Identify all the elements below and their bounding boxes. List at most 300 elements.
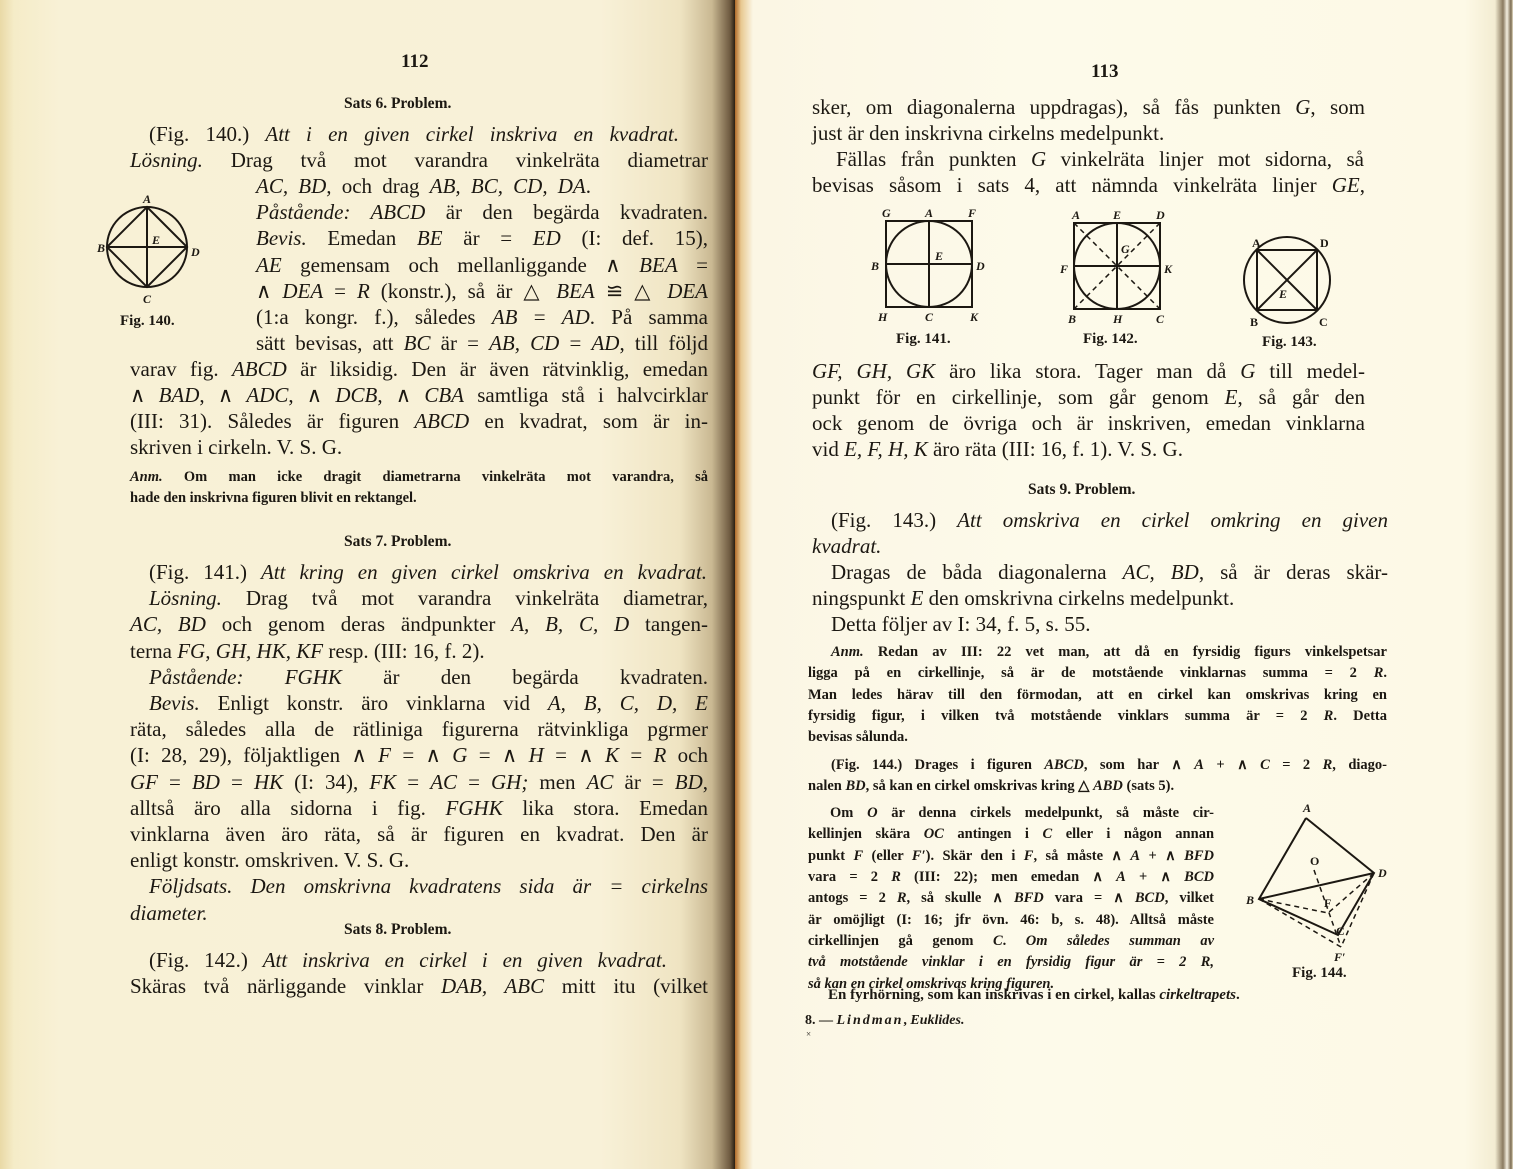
sats6-heading: Sats 6. Problem.: [344, 95, 452, 112]
closing-line: [828, 988, 1240, 1003]
text-segment: sätt bevisas, att: [256, 330, 404, 355]
text-segment: BFD: [1013, 890, 1044, 907]
text-segment: E: [910, 586, 924, 610]
footer-dash: —: [815, 1013, 837, 1028]
fig144-label: D: [1378, 866, 1387, 880]
text-segment: , så skulle ∧: [906, 890, 1014, 907]
text-segment: GF: [130, 769, 158, 794]
text-segment: (Fig. 141.): [149, 560, 261, 584]
sats7-line: [130, 795, 708, 820]
text-segment: BCD: [1184, 869, 1214, 885]
text-segment: G: [452, 743, 468, 768]
text-segment: FGHK: [445, 795, 503, 820]
text-segment: AB, BC, CD, DA: [429, 174, 586, 199]
sats7-line: [149, 562, 707, 583]
text-segment: (Fig. 142.): [149, 948, 263, 972]
text-segment: , ∧: [377, 383, 425, 407]
text-segment: Emedan: [306, 226, 417, 251]
text-segment: ABCD: [414, 409, 470, 434]
text-segment: .: [585, 174, 592, 199]
text-segment: . Detta: [1333, 707, 1387, 724]
text-segment: är den begärda kvadraten.: [425, 200, 708, 225]
text-segment: nalen: [808, 777, 846, 794]
sats8-line: [149, 950, 667, 971]
sats9-note-line: [808, 709, 1387, 724]
text-segment: och: [666, 743, 708, 768]
right-after-line: [812, 387, 1365, 408]
text-segment: men: [528, 769, 587, 794]
text-segment: ligga på en cirkellinje, så är de motstående vinklarnas summa = 2: [808, 665, 1374, 682]
fig142-label: D: [1156, 208, 1165, 222]
fig140-label-e: E: [152, 233, 161, 247]
text-segment: lika stora. Emedan: [502, 795, 708, 820]
fig144-label: O: [1310, 854, 1320, 868]
text-segment: , så kan en cirkel omskrivas kring △: [865, 777, 1094, 794]
sats9-note-line: [808, 891, 1214, 906]
fig-144: [1230, 795, 1390, 965]
sats9-line: [831, 614, 1091, 635]
text-segment: diameter.: [130, 900, 208, 925]
text-segment: AC: [430, 769, 458, 794]
sats7-line: [130, 900, 208, 925]
fig141-label: K: [970, 310, 979, 324]
text-segment: Skäras två närliggande vinklar: [130, 974, 442, 998]
text-segment: Om således summan av: [1025, 932, 1215, 949]
text-segment: DCB: [335, 383, 378, 407]
text-segment: (III: 31). Således är figuren: [130, 409, 415, 434]
text-segment: G: [1240, 359, 1256, 383]
text-segment: Drag två mot varandra vinkelräta diametrar,: [221, 586, 708, 611]
text-segment: =: [517, 304, 562, 329]
footer-signature-line: [805, 1014, 964, 1028]
sats9-line: [831, 510, 1388, 531]
text-segment: eller i någon annan: [1052, 826, 1215, 843]
fig144-label: C: [1336, 924, 1345, 938]
text-segment: Lösning.: [130, 148, 203, 173]
text-segment: F: [378, 743, 391, 768]
text-segment: BD: [845, 777, 866, 794]
text-segment: R: [891, 869, 901, 885]
text-segment: fyrsidig figur, i vilken två motstående vinklars summa är = 2: [808, 707, 1324, 724]
text-segment: enligt konstr. omskriven. V. S. G.: [130, 848, 410, 873]
text-segment: + ∧: [1125, 869, 1185, 885]
text-segment: =: [396, 769, 431, 794]
text-segment: A, B, C, D: [511, 612, 630, 637]
text-segment: R: [1373, 665, 1384, 682]
text-segment: Om: [830, 805, 868, 822]
text-segment: F: [853, 847, 864, 864]
right-after-line: [812, 413, 1365, 434]
sats7-line: [130, 614, 708, 635]
text-segment: Bevis.: [149, 691, 200, 715]
text-segment: resp. (III: 16, f. 2).: [323, 638, 485, 663]
text-segment: äro lika stora. Tager man då: [935, 359, 1241, 383]
sats7-line: [149, 693, 708, 714]
text-segment: , som har ∧: [1083, 756, 1195, 773]
signature-number: 8.: [805, 1013, 816, 1028]
sats6-note-line: [130, 470, 708, 485]
text-segment: =: [559, 330, 592, 355]
footer-title: Euklides.: [910, 1013, 965, 1028]
text-segment: Anm.: [831, 644, 864, 660]
text-segment: mitt itu (vilket: [544, 974, 709, 998]
fig142-label: E: [1113, 208, 1122, 222]
sats6-line: [130, 385, 708, 406]
text-segment: GE: [1331, 173, 1360, 197]
text-segment: (I: def. 15),: [560, 226, 708, 251]
text-segment: BCD: [1134, 890, 1165, 907]
text-segment: ADC: [246, 383, 289, 407]
text-segment: (Fig. 144.) Drages i figuren: [831, 756, 1045, 773]
text-segment: BEA: [639, 252, 678, 277]
text-segment: FG, GH, HK, KF: [177, 638, 324, 663]
fig141-label: A: [925, 206, 934, 220]
sats9-line: [831, 562, 1388, 583]
text-segment: BAD: [158, 383, 200, 407]
text-segment: .: [1383, 665, 1387, 682]
text-segment: samtliga stå i halvcirklar: [464, 383, 708, 407]
sats9-note-line: [808, 913, 1214, 928]
right-after-line: [812, 361, 1365, 382]
sats6-line: [149, 124, 679, 145]
fig141-label: E: [935, 249, 944, 263]
text-segment: CBA: [424, 383, 465, 407]
text-segment: = ∧: [543, 743, 605, 768]
fig143-label: C: [1319, 315, 1328, 329]
sats7-heading: Sats 7. Problem.: [344, 533, 452, 550]
signature-mark: ×: [806, 1029, 812, 1039]
text-segment: O: [867, 805, 878, 822]
sats6-line: [256, 202, 708, 223]
text-segment: (III: 22); men emedan ∧: [900, 869, 1117, 885]
text-segment: en kvadrat, som är in-: [469, 409, 708, 434]
sats9-line: [812, 536, 881, 557]
text-segment: BD: [191, 769, 220, 794]
fig142-label: F: [1060, 262, 1069, 276]
text-segment: ningspunkt: [812, 586, 911, 610]
fig144-label: B: [1246, 893, 1255, 907]
text-segment: cirkellinjen gå genom: [808, 932, 993, 949]
text-segment: AE: [256, 252, 282, 277]
sats9-note-line: [808, 955, 1214, 970]
text-segment: C: [1042, 826, 1053, 843]
text-segment: + ∧: [1140, 847, 1185, 864]
sats7-line: [149, 588, 708, 609]
text-segment: antingen i: [943, 826, 1043, 843]
text-segment: (konstr.), så är △: [369, 278, 557, 303]
text-segment: BFD: [1184, 847, 1214, 864]
text-segment: = ∧: [390, 743, 453, 768]
text-segment: ABCD: [1044, 756, 1084, 773]
fig143-label: A: [1252, 236, 1261, 250]
fig142-label: H: [1113, 312, 1123, 326]
text-segment: =: [323, 278, 357, 303]
text-segment: så kan en cirkel omskrivas kring figuren.: [808, 975, 1055, 992]
footer-author: Lindman: [836, 1013, 904, 1028]
page-number-left: 112: [401, 51, 429, 72]
text-segment: AB, CD: [489, 330, 560, 355]
text-segment: två motstående vinklar i en fyrsidig figur är = 2 R,: [808, 954, 1214, 971]
text-segment: är den begärda kvadraten.: [341, 664, 708, 689]
text-segment: bevisas sålunda.: [808, 729, 908, 746]
text-segment: ≌ △: [594, 278, 668, 303]
text-segment: Fällas från punkten: [836, 147, 1032, 171]
sats9-note-line: [808, 666, 1387, 681]
text-segment: Om man icke dragit diametrarna vinkelräta mot varandra, så: [162, 469, 708, 485]
text-segment: vinklarna även äro räta, så är figuren en kvadrat. Den är: [130, 822, 708, 846]
text-segment: och drag: [331, 174, 430, 199]
text-segment: (I: 28, 29), följaktligen ∧: [130, 743, 379, 768]
text-segment: A: [1194, 756, 1204, 773]
fig144-label: F: [1324, 896, 1332, 910]
text-segment: vid: [812, 437, 845, 461]
text-segment: =: [677, 252, 709, 277]
sats9-note-line: [808, 934, 1214, 949]
text-segment: .: [1002, 932, 1026, 949]
text-segment: E: [1224, 385, 1238, 409]
text-segment: punkt: [808, 847, 854, 864]
text-segment: (1:a kongr. f.), således: [256, 304, 492, 329]
fig142-label: B: [1068, 312, 1077, 326]
closing-term: cirkeltrapets: [1159, 987, 1236, 1003]
text-segment: H: [528, 743, 544, 768]
text-segment: Man ledes härav till den förmodan, att en cirkel kan omskrivas kring en: [808, 686, 1387, 703]
sats6-line: [256, 330, 709, 355]
text-segment: =: [591, 874, 642, 899]
text-segment: Dragas de båda diagonalerna: [831, 560, 1123, 584]
text-segment: (sats 5).: [1122, 777, 1175, 794]
fig142-label: G: [1121, 242, 1130, 256]
text-segment: är omöjligt (I: 16; jfr övn. 46: b, s. 48). Alltså måste: [808, 911, 1214, 928]
text-segment: kellinjen skära: [808, 826, 924, 843]
text-segment: ∧: [256, 278, 283, 303]
text-segment: FK: [369, 769, 397, 794]
text-segment: DAB, ABC: [441, 974, 545, 998]
sats9-note-line: [808, 688, 1387, 703]
text-segment: (I: 34),: [283, 769, 370, 794]
text-segment: ∧: [130, 383, 159, 407]
fig140-label-c: C: [143, 292, 152, 306]
text-segment: (Fig. 143.): [831, 508, 958, 532]
fig141-label: G: [882, 206, 891, 220]
text-segment: A: [1130, 847, 1141, 864]
text-segment: GF, GH, GK: [812, 359, 936, 383]
fig143-label: E: [1279, 287, 1288, 301]
text-segment: =: [219, 769, 254, 794]
text-segment: R: [1323, 707, 1334, 724]
text-segment: ,: [702, 769, 709, 794]
text-segment: vara = ∧: [1043, 890, 1135, 907]
text-segment: R: [357, 278, 370, 303]
sats7-line: [130, 719, 708, 740]
text-segment: R: [896, 890, 907, 907]
text-segment: ABCD: [231, 356, 287, 381]
text-segment: Att i en given cirkel inskriva en kvadrat.: [265, 122, 679, 146]
fig141-caption: Fig. 141.: [896, 331, 951, 347]
fig142-label: A: [1072, 208, 1081, 222]
right-intro-line: [812, 97, 1365, 118]
text-segment: just är den inskrivna cirkelns medelpunkt.: [812, 121, 1165, 145]
text-segment: är =: [430, 330, 490, 355]
text-segment: cirkelns: [641, 874, 708, 899]
text-segment: och genom deras ändpunkter: [205, 612, 512, 637]
fig141-label: B: [871, 259, 880, 273]
text-segment: kvadrat.: [812, 534, 882, 558]
sats9-note-line: [808, 849, 1214, 864]
text-segment: alltså äro alla sidorna i fig.: [130, 795, 446, 820]
text-segment: Redan av III: 22 vet man, att då en fyrsidig figurs vinkelspetsar: [863, 644, 1387, 660]
text-segment: K: [604, 743, 619, 768]
fig144-label: A: [1303, 801, 1312, 815]
sats9-note-line: [830, 806, 1214, 821]
text-segment: terna: [130, 638, 178, 663]
text-segment: =: [158, 769, 192, 794]
right-intro-line: [812, 175, 1365, 196]
sats9-note-line: [808, 827, 1214, 842]
sats7-line: [130, 769, 709, 794]
sats7-line: [130, 850, 409, 871]
text-segment: , diago-: [1332, 756, 1388, 773]
text-segment: DEA: [282, 278, 324, 303]
fig143-caption: Fig. 143.: [1262, 334, 1317, 350]
fig141-label: F: [968, 206, 977, 220]
text-segment: sker, om diagonalerna uppdragas), så fås punkten: [812, 95, 1296, 119]
text-segment: = 2: [1269, 756, 1323, 773]
text-segment: C: [1260, 756, 1270, 773]
text-segment: =: [457, 769, 491, 794]
text-segment: ED: [532, 226, 561, 251]
text-segment: BE: [416, 226, 443, 251]
text-segment: , vilket: [1164, 890, 1214, 907]
page-number-right: 113: [1091, 61, 1119, 82]
text-segment: BEA: [556, 278, 595, 303]
text-segment: R: [653, 743, 667, 768]
sats7-line: [149, 876, 708, 897]
closing-text: En fyrhörning, som kan inskrivas i en cirkel, kallas: [828, 987, 1160, 1003]
fig142-label: K: [1164, 262, 1173, 276]
text-segment: Anm.: [130, 469, 163, 485]
sats6-line: [256, 228, 708, 249]
text-segment: till medel-: [1255, 359, 1365, 383]
text-segment: är =: [442, 226, 533, 251]
text-segment: F′: [911, 847, 926, 864]
text-segment: är denna cirkels medelpunkt, så måste cir-: [877, 805, 1214, 822]
text-segment: F: [1023, 847, 1034, 864]
text-segment: AB: [491, 304, 518, 329]
text-segment: Detta följer av I: 34, f. 5, s. 55.: [831, 612, 1091, 636]
right-intro-line: [812, 123, 1164, 144]
sats8-line: [130, 976, 708, 997]
text-segment: Bevis.: [256, 226, 307, 251]
sats7-line: [130, 824, 708, 845]
text-segment: ,: [1359, 173, 1365, 197]
sats9-heading: Sats 9. Problem.: [1028, 481, 1136, 498]
fig140-label-d: D: [191, 245, 200, 259]
fig144-label: F′: [1334, 950, 1346, 964]
text-segment: , ∧: [288, 383, 336, 407]
text-segment: C: [992, 932, 1003, 949]
text-segment: ABD: [1093, 777, 1123, 794]
text-segment: , så går den: [1237, 385, 1365, 409]
sats7-line: [130, 638, 485, 663]
fig144-diagonal-bd: [1259, 873, 1374, 899]
text-segment: , ∧: [199, 383, 247, 407]
text-segment: AC, BD: [1122, 560, 1199, 584]
text-segment: AC, BD: [130, 612, 206, 637]
fig141-label: C: [925, 310, 934, 324]
text-segment: . På samma: [589, 304, 709, 329]
sats9-line: [812, 588, 1234, 609]
text-segment: antogs = 2: [808, 890, 897, 907]
text-segment: A, B, C, D, E: [547, 691, 709, 715]
text-segment: Att inskriva en cirkel i en given kvadrat.: [262, 948, 668, 972]
text-segment: Följdsats. Den omskrivna kvadratens sida är: [149, 874, 592, 899]
fig142-label: C: [1156, 312, 1165, 326]
text-segment: varav fig.: [130, 356, 232, 381]
sats6-line: [130, 356, 708, 381]
text-segment: , så är deras skär-: [1198, 560, 1388, 584]
text-segment: = ∧: [467, 743, 529, 768]
sats9-note-line: [808, 870, 1214, 885]
text-segment: G: [1295, 95, 1311, 119]
sats6-line: [256, 278, 709, 303]
text-segment: Att kring en given cirkel omskriva en kvadrat.: [260, 560, 707, 584]
sats9-note-line: [808, 779, 1174, 794]
text-segment: DEA: [667, 278, 709, 303]
text-segment: (eller: [863, 847, 912, 864]
sats8-heading: Sats 8. Problem.: [344, 921, 452, 938]
text-segment: A: [1116, 869, 1126, 885]
fig140-label-b: B: [97, 241, 106, 255]
text-segment: , som: [1310, 95, 1365, 119]
text-segment: vinkelräta linjer mot sidorna, så: [1046, 147, 1365, 171]
text-segment: är liksidig. Den är även rätvinklig, emedan: [286, 356, 708, 381]
text-segment: ock genom de övriga och är inskriven, emedan vinklarna: [812, 411, 1365, 435]
text-segment: AC, BD,: [256, 174, 332, 199]
fig144-caption: Fig. 144.: [1292, 965, 1347, 981]
text-segment: bevisas såsom i sats 4, att nämnda vinkelräta linjer: [812, 173, 1332, 197]
text-segment: ). Skär den i: [925, 847, 1024, 864]
sats9-note-line: [831, 758, 1387, 773]
sats9-note-line: [831, 645, 1387, 660]
fig143-label: D: [1320, 236, 1329, 250]
text-segment: OC: [923, 826, 944, 843]
text-segment: är =: [613, 769, 675, 794]
sats6-line: [130, 150, 708, 171]
text-segment: , så måste ∧: [1033, 847, 1131, 864]
text-segment: hade den inskrivna figuren blivit en rektangel.: [130, 490, 417, 506]
text-segment: HK: [253, 769, 284, 794]
text-segment: GH;: [491, 769, 529, 794]
text-segment: Enligt konstr. äro vinklarna vid: [199, 691, 548, 715]
text-segment: AD: [591, 330, 620, 355]
sats6-line: [256, 304, 709, 329]
sats6-line: [256, 176, 591, 197]
text-segment: den omskrivna cirkelns medelpunkt.: [923, 586, 1235, 610]
text-segment: G: [1031, 147, 1047, 171]
text-segment: Drag två mot varandra vinkelräta diametrar: [202, 148, 708, 173]
sats6-line: [256, 252, 709, 277]
sats7-line: [149, 664, 708, 689]
footer-comma: ,: [903, 1013, 911, 1028]
sats7-line: [130, 745, 708, 766]
text-segment: AC: [586, 769, 614, 794]
text-segment: äro räta (III: 16, f. 1). V. S. G.: [927, 437, 1183, 461]
text-segment: vara = 2: [808, 869, 892, 885]
fig143-label: B: [1250, 315, 1259, 329]
fig140-label-a: A: [143, 192, 152, 206]
right-intro-line: [836, 149, 1364, 170]
